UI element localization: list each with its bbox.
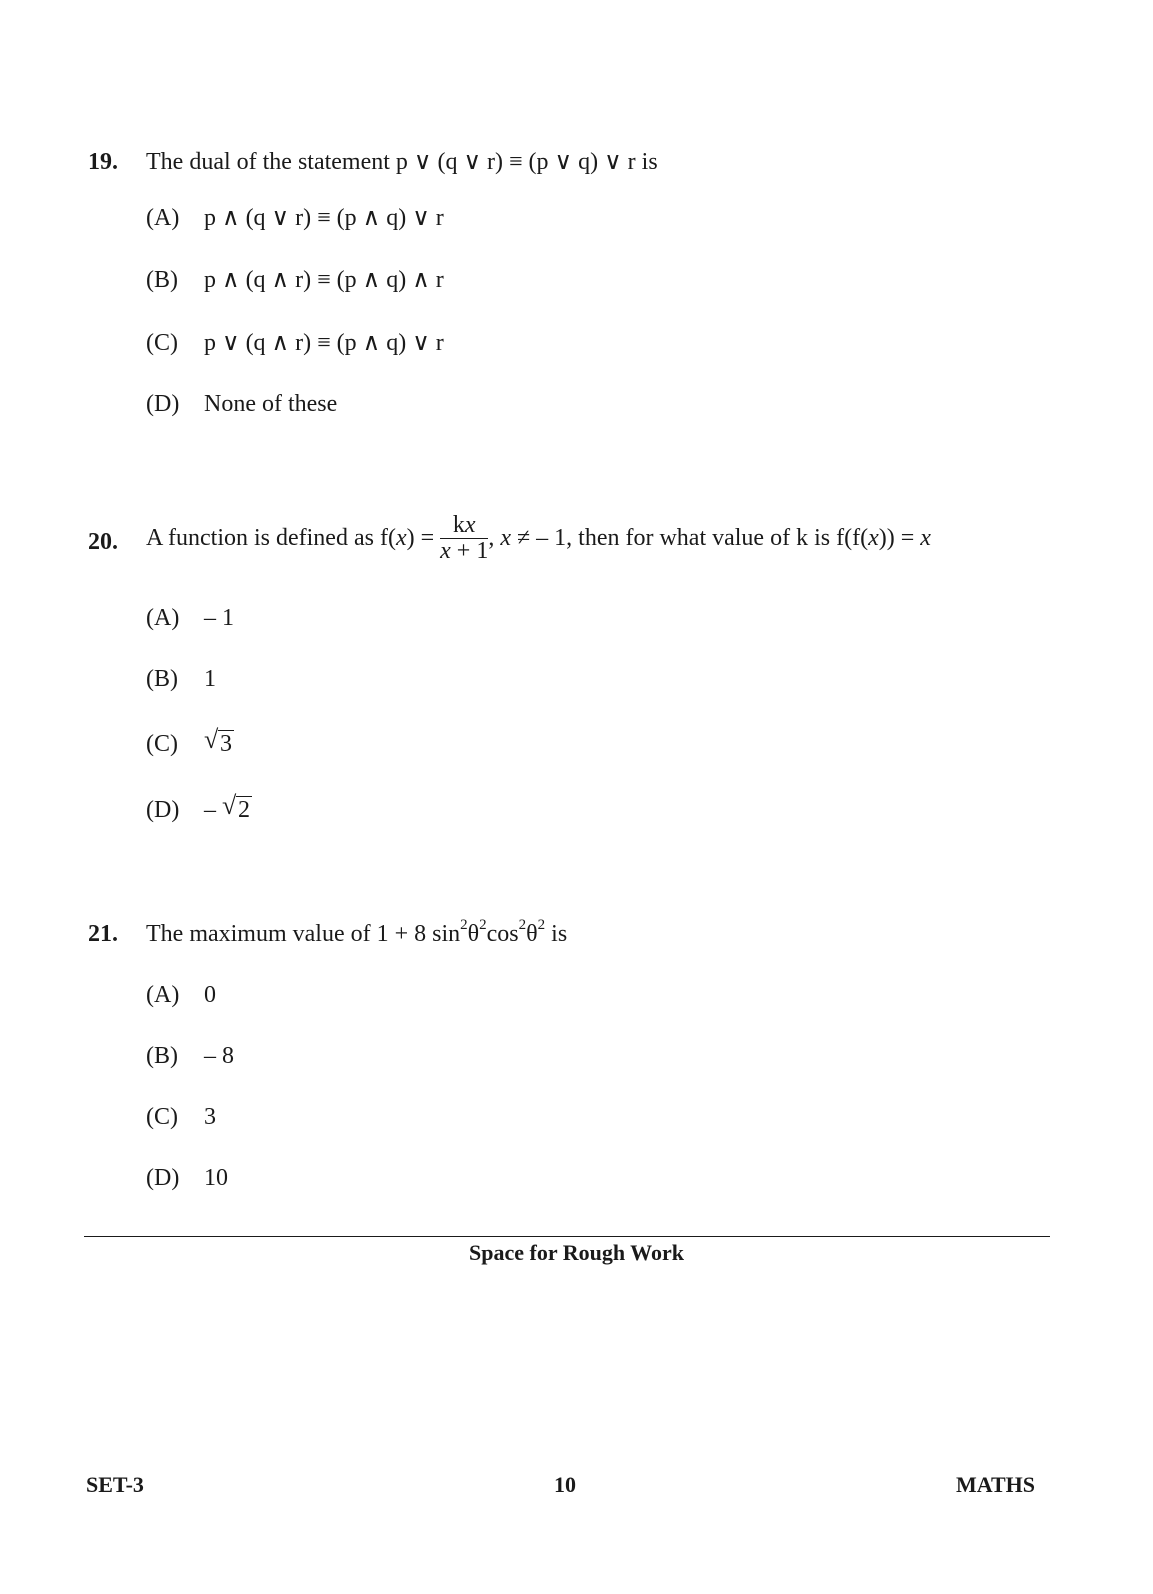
option-value: 10 [204, 1165, 228, 1191]
option-b [146, 665, 216, 693]
option-c [146, 329, 444, 357]
option-label: (A) [146, 205, 180, 231]
option-label: (C) [146, 330, 178, 356]
option-label: (D) [146, 797, 180, 823]
fraction-denominator: x + 1 [440, 538, 489, 564]
footer-page-number: 10 [554, 1472, 576, 1497]
option-d [146, 390, 337, 418]
option-value: 0 [204, 982, 216, 1008]
question-number: 20. [88, 529, 118, 555]
option-b [146, 1042, 234, 1070]
option-d [146, 1164, 228, 1192]
option-label: (B) [146, 666, 178, 692]
square-root: √ 3 [204, 725, 232, 757]
fraction [440, 512, 488, 563]
option-label: (C) [146, 1104, 178, 1130]
option-label: (B) [146, 1043, 178, 1069]
option-value [204, 725, 234, 758]
footer-set: SET-3 [86, 1472, 144, 1497]
option-value: p ∧ (q ∧ r) ≡ (p ∧ q) ∧ r [204, 267, 444, 293]
option-label: (A) [146, 982, 180, 1008]
option-value: – 8 [204, 1043, 234, 1069]
question-text: The maximum value of 1 + 8 $\sin^2\theta^2\cos^2\theta^2$ is [146, 917, 568, 947]
option-label: (D) [146, 391, 180, 417]
option-value: – 1 [204, 605, 234, 631]
option-value: – √ 2 [204, 791, 250, 823]
option-a [146, 604, 234, 632]
option-d [146, 791, 252, 824]
rough-work-heading: Space for Rough Work [469, 1240, 684, 1265]
option-value: 1 [204, 666, 216, 692]
question-text: A function is defined as f(x) = $\frac{kx}{x + 1}$ , x ≠ – 1, then for what value of k is f(f(x)) = x [146, 512, 931, 564]
option-a [146, 204, 444, 232]
option-a [146, 981, 216, 1009]
square-root: √ 2 [222, 791, 250, 823]
option-c [146, 1103, 216, 1131]
option-value: None of these [204, 391, 338, 417]
option-value: p ∧ (q ∨ r) ≡ (p ∧ q) ∨ r [204, 205, 444, 231]
option-label: (C) [146, 731, 178, 757]
rough-work-divider [84, 1236, 1050, 1237]
option-value: p ∨ (q ∧ r) ≡ (p ∧ q) ∨ r [204, 330, 444, 356]
question-number: 21. [88, 921, 118, 947]
option-label: (D) [146, 1165, 180, 1191]
option-b [146, 266, 444, 294]
question-number: 19. [88, 149, 118, 175]
footer-subject: MATHS [955, 1472, 1035, 1497]
question-text: The dual of the statement p ∨ (q ∨ r) ≡ (p ∨ q) ∨ r is [146, 149, 658, 175]
option-value: 3 [204, 1104, 216, 1130]
option-label: (A) [146, 605, 180, 631]
fraction-numerator: kx [440, 512, 488, 539]
option-label: (B) [146, 267, 178, 293]
option-c [146, 725, 234, 758]
